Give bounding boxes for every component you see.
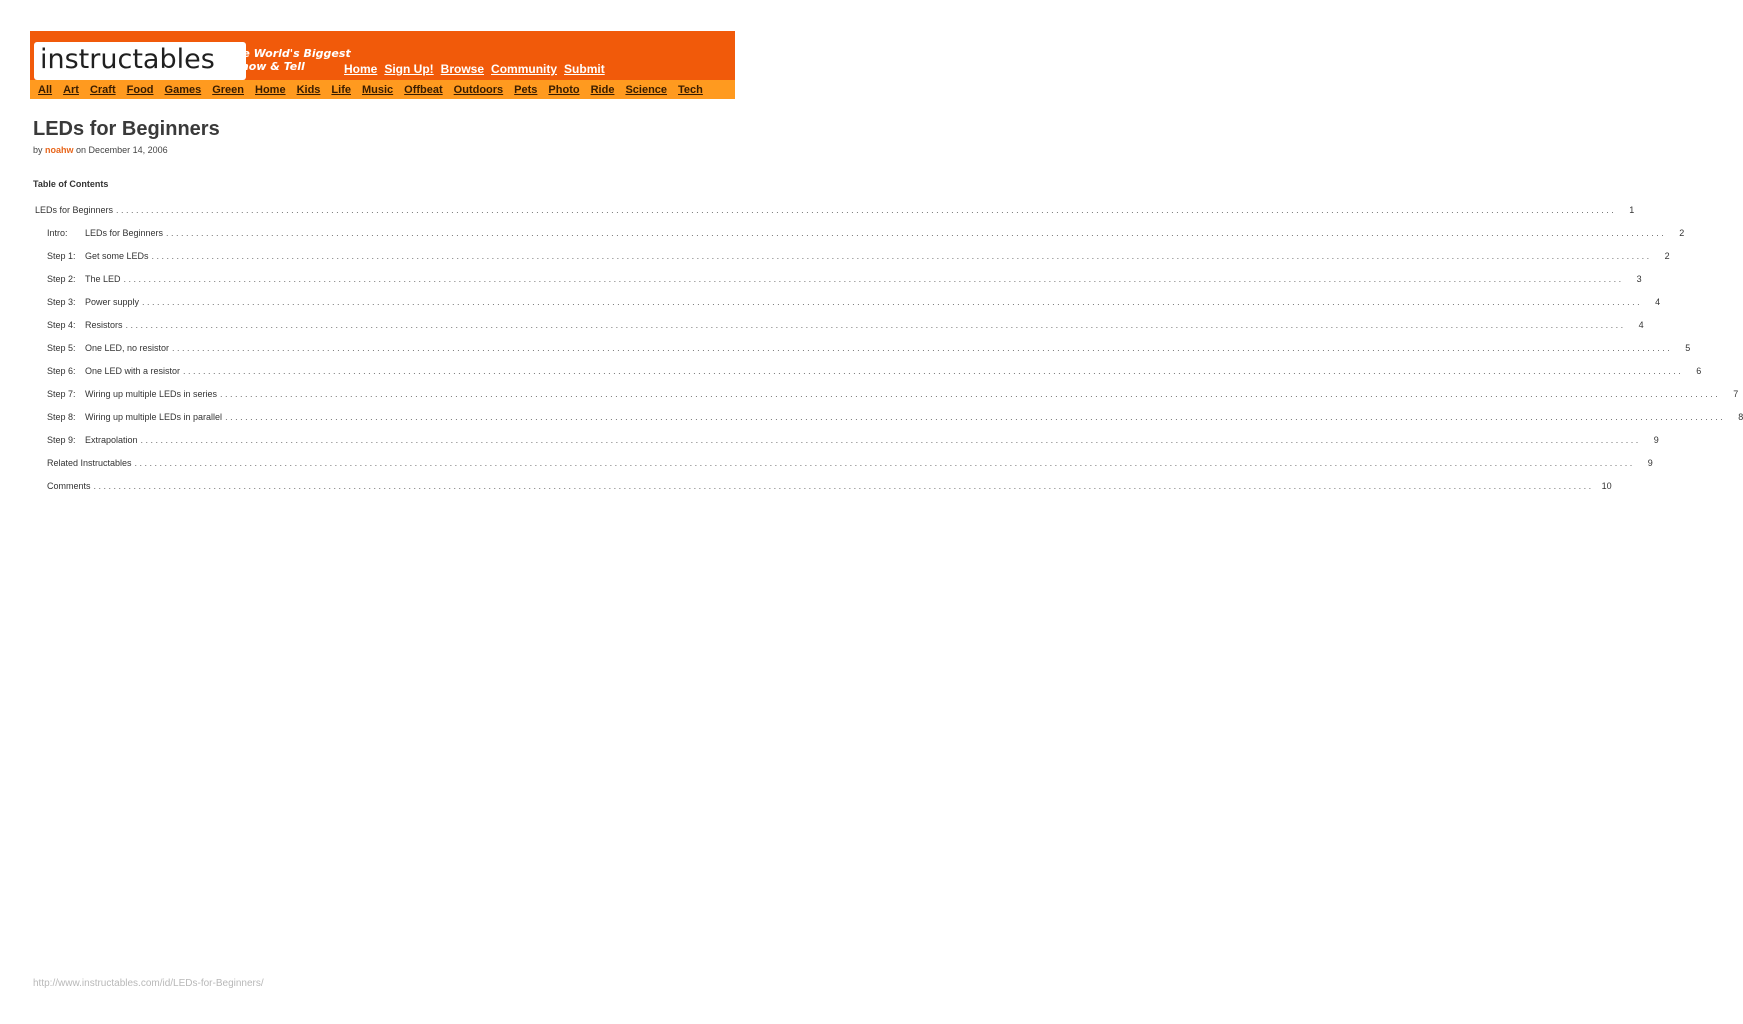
- toc-entry-page: 9: [1647, 458, 1653, 468]
- toc-entry-prefix: Step 3:: [47, 297, 76, 307]
- toc-entry-label: Related Instructables: [47, 458, 132, 468]
- toc-leader-dots: ............................................................................................................................................................................................................................................................................................................: [225, 412, 1726, 422]
- toc-entry-prefix: Step 7:: [47, 389, 76, 399]
- toc-leader-dots: ............................................................................................................................................................................................................................................................................................................: [116, 205, 1617, 215]
- toc-entry-label: Comments: [47, 481, 91, 491]
- toc-entry[interactable]: [35, 430, 1659, 453]
- toc-entry[interactable]: [35, 292, 1661, 315]
- toc-entry[interactable]: [35, 315, 1644, 338]
- toc-leader-dots: ............................................................................................................................................................................................................................................................................................................: [172, 343, 1673, 353]
- toc-entry-prefix: Step 5:: [47, 343, 76, 353]
- category-bar: [30, 80, 735, 99]
- toc-entry-prefix: Step 6:: [47, 366, 76, 376]
- top-nav: [344, 62, 605, 76]
- category-music[interactable]: Music: [361, 83, 394, 96]
- toc-entry-label: Power supply: [85, 297, 140, 307]
- toc-entry-prefix: Step 1:: [47, 251, 76, 261]
- tagline-line-1: The World's Biggest: [227, 47, 351, 60]
- toc-entry-page: 4: [1638, 320, 1644, 330]
- toc-leader-dots: ............................................................................................................................................................................................................................................................................................................: [125, 320, 1626, 330]
- toc-entry-page: 1: [1629, 205, 1635, 215]
- tagline-line-2: Show & Tell: [233, 60, 305, 73]
- toc-entry-label: One LED with a resistor: [85, 366, 181, 376]
- site-header: [30, 31, 735, 99]
- nav-signup-link[interactable]: Sign Up!: [384, 62, 434, 76]
- toc-entry[interactable]: [35, 361, 1702, 384]
- toc-entry-page: 6: [1696, 366, 1702, 376]
- category-outdoors[interactable]: Outdoors: [453, 83, 504, 96]
- toc-leader-dots: ............................................................................................................................................................................................................................................................................................................: [142, 297, 1643, 307]
- toc-entry[interactable]: [35, 453, 1653, 476]
- toc-leader-dots: ............................................................................................................................................................................................................................................................................................................: [183, 366, 1684, 376]
- category-offbeat[interactable]: Offbeat: [404, 83, 443, 96]
- toc-entry-page: 3: [1636, 274, 1642, 284]
- toc-leader-dots: ............................................................................................................................................................................................................................................................................................................: [151, 251, 1652, 261]
- category-home[interactable]: Home: [255, 83, 286, 96]
- toc-entry-label: Resistors: [85, 320, 123, 330]
- toc-leader-dots: ............................................................................................................................................................................................................................................................................................................: [134, 458, 1635, 468]
- category-pets[interactable]: Pets: [514, 83, 538, 96]
- category-green[interactable]: Green: [212, 83, 245, 96]
- toc-entry[interactable]: [35, 223, 1685, 246]
- nav-browse-link[interactable]: Browse: [440, 62, 485, 76]
- toc-entry-prefix: Step 4:: [47, 320, 76, 330]
- toc-entry-page: 8: [1738, 412, 1743, 422]
- toc-entry-label: Extrapolation: [85, 435, 138, 445]
- toc-entry-label: The LED: [85, 274, 121, 284]
- toc-entry-label: LEDs for Beginners: [85, 228, 164, 238]
- toc-leader-dots: ............................................................................................................................................................................................................................................................................................................: [93, 481, 1594, 491]
- nav-home-link[interactable]: Home: [344, 62, 378, 76]
- toc-leader-dots: ............................................................................................................................................................................................................................................................................................................: [140, 435, 1641, 445]
- toc-entry[interactable]: [35, 384, 1739, 407]
- logo-text[interactable]: instructables: [40, 44, 215, 75]
- toc-entry-label: Wiring up multiple LEDs in series: [85, 389, 218, 399]
- category-tech[interactable]: Tech: [678, 83, 703, 96]
- toc-entry-label: Wiring up multiple LEDs in parallel: [85, 412, 223, 422]
- toc-entry-page: 7: [1733, 389, 1739, 399]
- nav-submit-link[interactable]: Submit: [564, 62, 605, 76]
- byline-prefix: by: [33, 145, 43, 155]
- toc-entry-label: Get some LEDs: [85, 251, 149, 261]
- publish-date: on December 14, 2006: [76, 145, 168, 155]
- toc-entry-prefix: Step 9:: [47, 435, 76, 445]
- toc-entry-page: 2: [1664, 251, 1670, 261]
- toc-entry-page: 4: [1655, 297, 1661, 307]
- toc-title: Table of Contents: [33, 179, 109, 189]
- toc-entry-page: 10: [1601, 481, 1612, 491]
- toc-entry[interactable]: [35, 246, 1670, 269]
- footer-url[interactable]: http://www.instructables.com/id/LEDs-for-Beginners/: [33, 978, 264, 989]
- table-of-contents: [35, 200, 1743, 499]
- category-craft[interactable]: Craft: [89, 83, 116, 96]
- toc-entry-page: 5: [1685, 343, 1691, 353]
- page-title: LEDs for Beginners: [33, 118, 220, 140]
- toc-entry-page: 2: [1679, 228, 1685, 238]
- toc-entry-prefix: Step 8:: [47, 412, 76, 422]
- byline: [33, 145, 168, 155]
- category-science[interactable]: Science: [625, 83, 668, 96]
- category-games[interactable]: Games: [164, 83, 202, 96]
- toc-entry[interactable]: [35, 407, 1743, 430]
- toc-entry-page: 9: [1653, 435, 1659, 445]
- author-link[interactable]: noahw: [45, 145, 74, 155]
- category-kids[interactable]: Kids: [296, 83, 321, 96]
- category-all[interactable]: All: [38, 83, 53, 96]
- site-logo[interactable]: [34, 42, 246, 80]
- category-food[interactable]: Food: [126, 83, 154, 96]
- category-photo[interactable]: Photo: [548, 83, 580, 96]
- toc-leader-dots: ............................................................................................................................................................................................................................................................................................................: [166, 228, 1667, 238]
- nav-community-link[interactable]: Community: [491, 62, 558, 76]
- toc-entry-prefix: Step 2:: [47, 274, 76, 284]
- toc-entry-prefix: Intro:: [47, 228, 68, 238]
- category-art[interactable]: Art: [63, 83, 79, 96]
- category-life[interactable]: Life: [331, 83, 351, 96]
- category-ride[interactable]: Ride: [590, 83, 615, 96]
- toc-entry[interactable]: [35, 269, 1642, 292]
- toc-entry[interactable]: [35, 200, 1635, 223]
- toc-entry[interactable]: [35, 476, 1612, 499]
- toc-entry[interactable]: [35, 338, 1691, 361]
- toc-leader-dots: ............................................................................................................................................................................................................................................................................................................: [123, 274, 1624, 284]
- toc-leader-dots: ............................................................................................................................................................................................................................................................................................................: [220, 389, 1721, 399]
- toc-entry-label: LEDs for Beginners: [35, 205, 114, 215]
- toc-entry-label: One LED, no resistor: [85, 343, 170, 353]
